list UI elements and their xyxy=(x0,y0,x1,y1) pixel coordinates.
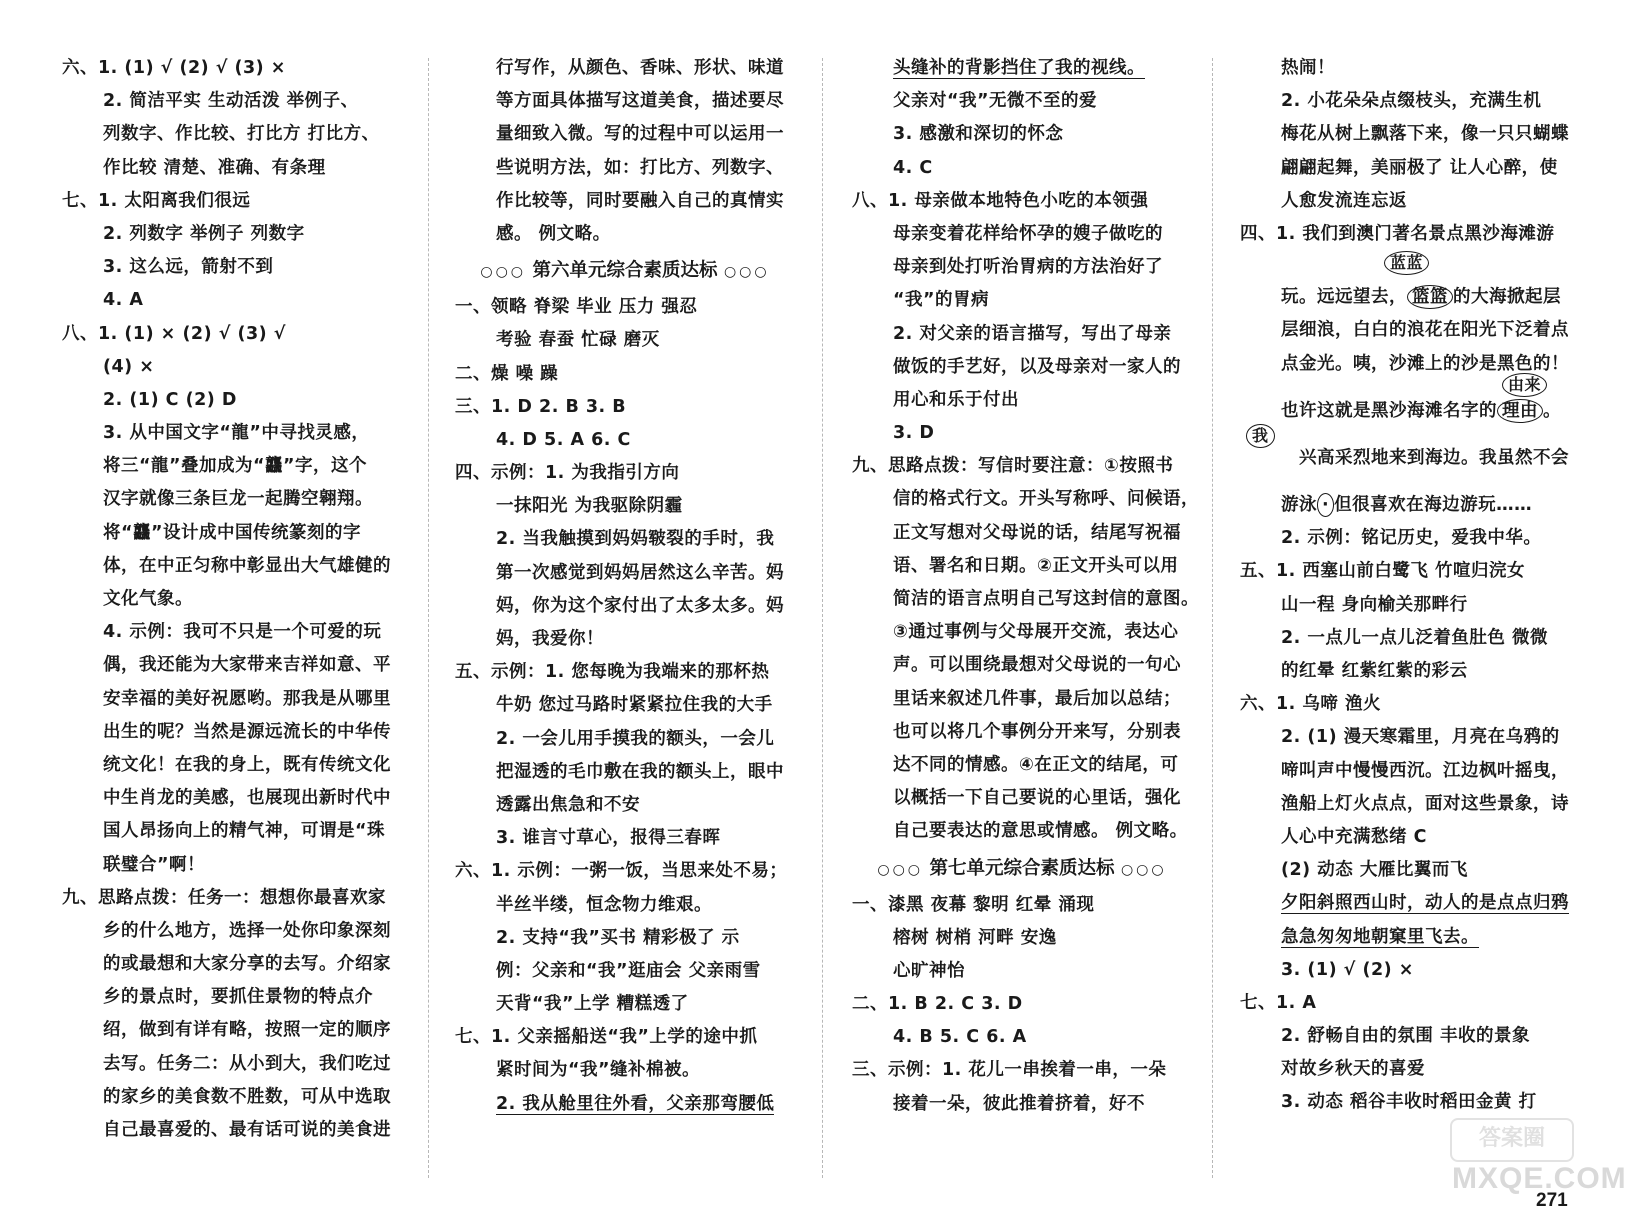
answer-line-text: 作比较 清楚、准确、有条理 xyxy=(103,157,326,178)
answer-line xyxy=(1240,185,1570,218)
answer-line-text: 对故乡秋天的喜爱 xyxy=(1281,1059,1425,1080)
answer-line-text: 一、漆黑 夜幕 黎明 红晕 涌现 xyxy=(852,894,1095,915)
answer-line xyxy=(455,922,795,955)
answer-line xyxy=(455,955,795,988)
answer-line-text: 考验 春蚕 忙碌 磨灭 xyxy=(496,330,660,351)
answer-line-text: 3. 谁言寸草心，报得三春晖 xyxy=(496,828,721,849)
answer-line-text: 文化气象。 xyxy=(103,589,193,609)
answer-line xyxy=(62,649,402,682)
answer-line-text: 等方面具体描写这道美食，描述要尽 xyxy=(496,91,784,112)
answer-line-text: “我”的胃病 xyxy=(893,290,990,311)
answer-line xyxy=(62,782,402,815)
answer-line xyxy=(62,1048,402,1081)
answer-line-text: 4. C xyxy=(893,157,933,178)
answer-line xyxy=(455,590,795,623)
answer-line-text: 透露出焦急和不安 xyxy=(496,794,640,815)
answer-line-text: 层细浪，白白的浪花在阳光下泛着点 xyxy=(1281,320,1569,341)
answer-line xyxy=(1240,921,1570,954)
answer-line-text: 天背“我”上学 糟糕透了 xyxy=(496,994,689,1015)
answer-line-text: 三、示例：1. 花儿一串挨着一串，一朵 xyxy=(852,1060,1167,1081)
answer-line xyxy=(455,889,795,922)
unit7-answers-part-b xyxy=(1240,314,1570,380)
answer-line-text: 把湿透的毛巾敷在我的额头上，眼中 xyxy=(496,761,784,782)
answer-line-text: 2. 列数字 举例子 列数字 xyxy=(103,223,305,244)
answer-line xyxy=(62,915,402,948)
page-number: 271 xyxy=(1536,1190,1568,1211)
answer-line-text: 八、1. (1) × (2) √ (3) √ xyxy=(62,323,286,344)
answer-line xyxy=(62,749,402,782)
answer-line xyxy=(62,417,402,450)
answer-line xyxy=(1240,1086,1570,1119)
answer-line-text: 2. 对父亲的语言描写，写出了母亲 xyxy=(893,323,1172,344)
answer-line-text: 乡的景点时，要抓住景物的特点介 xyxy=(103,987,373,1008)
answer-line xyxy=(852,185,1192,218)
answer-line xyxy=(1240,118,1570,151)
answer-line-text: 牛奶 您过马路时紧紧拉住我的大手 xyxy=(496,695,773,716)
watermark-text: MXQE.COM xyxy=(1452,1162,1627,1195)
answer-line-text: 人心中充满愁绪 C xyxy=(1281,826,1427,847)
answer-line xyxy=(455,358,795,391)
correction-mark: 由来 xyxy=(1502,373,1547,397)
answer-line xyxy=(62,981,402,1014)
answer-line-text: 3. 从中国文字“龍”中寻找灵感， xyxy=(103,423,370,444)
answer-line-text: 2. 简洁平实 生动活泼 举例子、 xyxy=(103,91,359,112)
answer-line-text: 达不同的情感。④在正文的结尾，可 xyxy=(893,754,1179,775)
answer-line xyxy=(62,52,402,85)
circled-error: 理由 xyxy=(1497,399,1543,423)
answer-line xyxy=(62,85,402,118)
answer-line xyxy=(455,723,795,756)
answer-line xyxy=(62,384,402,417)
answer-line-text: 妈，你为这个家付出了太多太多。妈 xyxy=(496,595,784,616)
answer-line xyxy=(62,351,402,384)
answer-line-text: 2. 支持“我”买书 精彩极了 示 xyxy=(496,927,740,948)
answer-line-text: 人愈发流连忘返 xyxy=(1281,190,1407,211)
unit7-answers-part-a xyxy=(1240,52,1570,251)
answer-line-text: 偶，我还能为大家带来吉祥如意、平 xyxy=(103,655,391,676)
answer-line xyxy=(455,52,795,85)
answer-line xyxy=(455,218,795,251)
answer-line xyxy=(455,988,795,1021)
answer-line-text: 乡的什么地方，选择一处你印象深刻 xyxy=(103,920,391,941)
answer-line-text: 统文化！在我的身上，既有传统文化 xyxy=(103,754,391,775)
proofread-line-2: 由来 也许这就是黑沙海滩名字的 理由 。 xyxy=(1281,374,1561,421)
answer-line-text: 二、1. B 2. C 3. D xyxy=(852,994,1023,1015)
answer-line xyxy=(62,1114,402,1147)
answer-line xyxy=(455,490,795,523)
watermark-logo: 答案圈 xyxy=(1450,1118,1574,1162)
answer-line-text: 第一次感觉到妈妈居然这么辛苦。妈 xyxy=(496,562,784,583)
answer-line xyxy=(455,756,795,789)
answer-line-text: 点金光。咦，沙滩上的沙是黑色的！ xyxy=(1281,353,1569,374)
answer-line xyxy=(455,118,795,151)
answer-line xyxy=(852,1088,1192,1121)
answer-line xyxy=(852,85,1192,118)
answer-line xyxy=(852,52,1192,85)
answer-line-text: 绍，做到有详有略，按照一定的顺序 xyxy=(103,1020,391,1041)
answer-line-text: 的红晕 红紫红紫的彩云 xyxy=(1281,661,1468,681)
answer-line-text: 作比较等，同时要融入自己的真情实 xyxy=(496,190,784,211)
answer-line xyxy=(852,450,1192,483)
unit6-heading-text: 第六单元综合素质达标 xyxy=(532,260,718,282)
answer-line-text: 自己要表达的意思或情感。 例文略。 xyxy=(893,821,1188,842)
answer-line xyxy=(62,185,402,218)
circled-punctuation: · xyxy=(1317,493,1334,517)
answer-line xyxy=(852,616,1192,649)
answer-line-text: 山一程 身向榆关那畔行 xyxy=(1281,594,1468,615)
answer-line-text: 九、思路点拨：任务一：想想你最喜欢家 xyxy=(62,887,386,908)
answer-line xyxy=(1240,152,1570,185)
unit6-answers-continued xyxy=(852,52,1199,849)
answer-line xyxy=(62,118,402,151)
answer-line-text: 做饭的手艺好，以及母亲对一家人的 xyxy=(893,356,1181,377)
answer-line-text: 3. 动态 稻谷丰收时稻田金黄 打 xyxy=(1281,1092,1537,1113)
answer-line xyxy=(852,483,1199,516)
answer-line-text: 2. 当我触摸到妈妈皲裂的手时，我 xyxy=(496,529,775,550)
answer-line xyxy=(852,1054,1192,1087)
answer-line xyxy=(1240,1053,1570,1086)
column-divider xyxy=(822,58,823,1178)
answer-line xyxy=(455,855,795,888)
answer-line-text: 九、思路点拨：写信时要注意：①按照书 xyxy=(852,456,1174,477)
answer-line xyxy=(62,284,402,317)
answer-line xyxy=(455,391,795,424)
answer-line xyxy=(1240,589,1570,622)
answer-line-text: (4) × xyxy=(103,356,155,377)
answer-line-text: 正文写想对父母说的话，结尾写祝福 xyxy=(893,522,1181,543)
answer-line xyxy=(455,1088,795,1121)
answer-line xyxy=(62,152,402,185)
answer-line-text: 信的格式行文。开头写称呼、问候语， xyxy=(893,489,1199,510)
answer-line xyxy=(455,789,795,822)
answer-line xyxy=(455,85,795,118)
answer-line-text: 4. 示例：我可不只是一个可爱的玩 xyxy=(103,622,382,643)
proofread-line-3: 我 兴高采烈地来到海边。我虽然不会 xyxy=(1240,442,1570,475)
answer-line-text: 行写作，从颜色、香味、形状、味道 xyxy=(496,58,784,78)
answer-line xyxy=(852,782,1192,815)
answer-line xyxy=(1240,788,1570,821)
answer-line xyxy=(455,689,795,722)
answer-line-text: 母亲到处打听治胃病的方法治好了 xyxy=(893,257,1163,278)
answer-column-1 xyxy=(62,52,402,1147)
answer-line xyxy=(62,483,402,516)
answer-line xyxy=(62,251,402,284)
answer-line-text: 一、领略 脊梁 毕业 压力 强忍 xyxy=(455,297,698,318)
answer-line xyxy=(852,1021,1192,1054)
answer-line xyxy=(455,324,795,357)
unit6-heading: ○○○ 第六单元综合素质达标 ○○○ xyxy=(480,260,770,282)
answer-line xyxy=(62,815,402,848)
answer-line-text: 中生肖龙的美感，也展现出新时代中 xyxy=(103,788,391,809)
answer-line-text: 体，在中正匀称中彰显出大气雄健的 xyxy=(103,555,391,576)
answer-line-text: 出生的呢？当然是源远流长的中华传 xyxy=(103,721,391,742)
answer-line-text: 量细致入微。写的过程中可以运用一 xyxy=(496,124,784,145)
answer-line xyxy=(852,118,1192,151)
answer-line-text: 紧时间为“我”缝补棉被。 xyxy=(496,1060,701,1081)
proofread-line-4: 游泳 · 但很喜欢在海边游玩…… xyxy=(1281,495,1533,516)
answer-line-text: 国人昂扬向上的精气神，可谓是“珠 xyxy=(103,821,386,842)
answer-line xyxy=(1240,1020,1570,1053)
answer-line xyxy=(62,550,402,583)
unit5-writing-continuation xyxy=(455,52,795,251)
unit7-heading: ○○○ 第七单元综合素质达标 ○○○ xyxy=(877,857,1167,879)
answer-line-text: 用心和乐于付出 xyxy=(893,389,1019,410)
answer-line-text: 2. 小花朵朵点缀枝头，充满生机 xyxy=(1281,91,1542,112)
answer-line xyxy=(62,683,402,716)
answer-line xyxy=(1240,987,1570,1020)
answer-line xyxy=(455,822,795,855)
answer-line-text: 夕阳斜照西山时，动人的是点点归鸦 xyxy=(1281,893,1569,914)
answer-line xyxy=(1240,85,1570,118)
answer-line-text: 三、1. D 2. B 3. B xyxy=(455,396,627,417)
unit6-answers xyxy=(455,291,795,1121)
answer-line xyxy=(1240,655,1570,688)
answer-line xyxy=(852,815,1192,848)
answer-line-text: 3. (1) √ (2) × xyxy=(1281,959,1414,980)
answer-line xyxy=(852,889,1192,922)
answer-line xyxy=(852,683,1192,716)
answer-line xyxy=(852,649,1192,682)
answer-line-text: 以概括一下自己要说的心里话，强化 xyxy=(893,788,1181,809)
answer-line xyxy=(852,351,1192,384)
answer-line xyxy=(852,384,1192,417)
answer-line-text: 头缝补的背影挡住了我的视线。 xyxy=(893,58,1145,78)
answer-line xyxy=(1240,314,1570,347)
answer-line-text: 里话来叙述几件事，最后加以总结； xyxy=(893,688,1181,709)
answer-line xyxy=(62,218,402,251)
answer-line xyxy=(455,523,795,556)
answer-line-text: 2. (1) C (2) D xyxy=(103,389,237,410)
unit7-heading-text: 第七单元综合素质达标 xyxy=(929,857,1115,879)
answer-line xyxy=(852,583,1199,616)
answer-line xyxy=(62,716,402,749)
answer-line-text: 五、示例：1. 您每晚为我端来的那杯热 xyxy=(455,662,770,683)
correction-mark: 蓝蓝 xyxy=(1384,251,1429,275)
answer-line xyxy=(455,424,795,457)
answer-line-text: 语、署名和日期。②正文开头可以用 xyxy=(893,555,1179,576)
answer-line xyxy=(455,185,795,218)
answer-line xyxy=(62,616,402,649)
answer-line-text: 也可以将几个事例分开来写，分别表 xyxy=(893,721,1181,742)
answer-line xyxy=(1240,522,1570,555)
answer-line xyxy=(62,849,402,882)
answer-line-text: 榕树 树梢 河畔 安逸 xyxy=(893,927,1057,948)
answer-line-text: 2. 一点儿一点儿泛着鱼肚色 微微 xyxy=(1281,627,1549,648)
answer-line xyxy=(455,291,795,324)
answer-line-text: 热闹！ xyxy=(1281,58,1335,78)
circled-error: 篮篮 xyxy=(1407,285,1453,309)
answer-line-text: 六、1. 示例：一粥一饭，当思来处不易； xyxy=(455,861,788,882)
answer-line xyxy=(455,557,795,590)
answer-line-text: 母亲变着花样给怀孕的嫂子做吃的 xyxy=(893,223,1163,244)
answer-line-text: 些说明方法，如：打比方、列数字、 xyxy=(496,157,784,178)
answer-line xyxy=(1240,52,1570,85)
answer-line-text: 自己最喜爱的、最有话可说的美食进 xyxy=(103,1120,391,1140)
answer-line xyxy=(1240,688,1570,721)
answer-line xyxy=(62,450,402,483)
answer-line-text: 梅花从树上飘落下来，像一只只蝴蝶 xyxy=(1281,124,1569,145)
answer-line-text: 渔船上灯火点点，面对这些景象，诗 xyxy=(1281,793,1569,814)
answer-line-text: 半丝半缕，恒念物力维艰。 xyxy=(496,894,712,915)
answer-line-text: 七、1. 太阳离我们很远 xyxy=(62,190,251,211)
answer-line xyxy=(455,623,795,656)
answer-line-text: 3. D xyxy=(893,423,935,444)
answer-line-text: 简洁的语言点明自己写这封信的意图。 xyxy=(893,589,1199,609)
answer-line xyxy=(455,656,795,689)
answer-line-text: 八、1. 母亲做本地特色小吃的本领强 xyxy=(852,190,1149,211)
answer-line xyxy=(1240,721,1570,754)
column-divider xyxy=(1212,58,1213,1178)
answer-line-text: 的家乡的美食数不胜数，可从中选取 xyxy=(103,1086,391,1107)
answer-line xyxy=(852,152,1192,185)
answer-line-text: 将“龘”设计成中国传统篆刻的字 xyxy=(103,522,362,543)
answer-line-text: 四、1. 我们到澳门著名景点黑沙海滩游 xyxy=(1240,223,1555,244)
answer-line xyxy=(852,749,1192,782)
answer-line-text: 4. D 5. A 6. C xyxy=(496,429,631,450)
answer-line-text: 安幸福的美好祝愿哟。那我是从哪里 xyxy=(103,688,391,709)
answer-line xyxy=(62,583,402,616)
answer-line-text: 六、1. (1) √ (2) √ (3) × xyxy=(62,58,286,78)
answer-line-text: 七、1. 父亲摇船送“我”上学的途中抓 xyxy=(455,1027,758,1048)
unit7-answers xyxy=(852,889,1192,1121)
answer-line xyxy=(852,517,1192,550)
answer-line-text: 4. A xyxy=(103,290,144,311)
answer-line xyxy=(455,1021,795,1054)
answer-line xyxy=(852,251,1192,284)
answer-line xyxy=(62,1081,402,1114)
answer-line xyxy=(852,218,1192,251)
answer-line-text: 啼叫声中慢慢西沉。江边枫叶摇曳， xyxy=(1281,760,1569,781)
answer-line-text: 例：父亲和“我”逛庙会 父亲雨雪 xyxy=(496,960,761,981)
proofread-line-1: 蓝蓝 玩。远远望去， 篮篮 的大海掀起层 xyxy=(1281,253,1561,308)
answer-line xyxy=(62,517,402,550)
answer-line xyxy=(852,550,1192,583)
answer-line-text: 汉字就像三条巨龙一起腾空翱翔。 xyxy=(103,489,373,510)
answer-line-text: 2. 舒畅自由的氛围 丰收的景象 xyxy=(1281,1026,1531,1047)
answer-line xyxy=(1240,821,1570,854)
answer-line-text: 急急匆匆地朝窠里飞去。 xyxy=(1281,926,1479,947)
answer-line-text: 父亲对“我”无微不至的爱 xyxy=(893,91,1098,112)
answer-line-text: 翩翩起舞，美丽极了 让人心醉，使 xyxy=(1281,157,1558,178)
answer-line xyxy=(1240,755,1570,788)
answer-line xyxy=(852,417,1192,450)
answer-line-text: 六、1. 乌啼 渔火 xyxy=(1240,694,1382,715)
answer-line xyxy=(852,955,1192,988)
unit7-answers-part-c xyxy=(1240,522,1570,1119)
answer-column-2 xyxy=(455,52,795,1121)
answer-line xyxy=(455,457,795,490)
answer-line xyxy=(852,318,1192,351)
answer-line xyxy=(1240,218,1570,251)
column-divider xyxy=(428,58,429,1178)
answer-line xyxy=(1240,622,1570,655)
answer-line-text: 去写。任务二：从小到大，我们吃过 xyxy=(103,1053,391,1074)
answer-line xyxy=(852,284,1192,317)
answer-line xyxy=(1240,887,1570,920)
answer-line xyxy=(1240,555,1570,588)
answer-line-text: 五、1. 西塞山前白鹭飞 竹喧归浣女 xyxy=(1240,561,1526,582)
answer-line xyxy=(852,922,1192,955)
answer-line-text: 2. (1) 漫天寒霜里，月亮在乌鸦的 xyxy=(1281,727,1560,748)
answer-line-text: 二、燥 噪 躁 xyxy=(455,363,559,384)
answer-line-text: 2. 我从舱里往外看，父亲那弯腰低 xyxy=(496,1093,775,1114)
answer-line-text: 2. 一会儿用手摸我的额头，一会儿 xyxy=(496,728,775,749)
answer-line xyxy=(455,152,795,185)
answer-line-text: 4. B 5. C 6. A xyxy=(893,1027,1027,1048)
answer-line-text: 3. 感激和深切的怀念 xyxy=(893,124,1064,145)
answer-line-text: (2) 动态 大雁比翼而飞 xyxy=(1281,860,1468,881)
answer-line-text: 将三“龍”叠加成为“龘”字，这个 xyxy=(103,456,368,477)
answer-column-3 xyxy=(852,52,1199,1121)
answer-line xyxy=(62,1014,402,1047)
correction-mark: 我 xyxy=(1246,424,1275,448)
answer-line-text: 的或最想和大家分享的去写。介绍家 xyxy=(103,954,391,975)
answer-line-text: 七、1. A xyxy=(1240,992,1317,1013)
answer-line xyxy=(1240,854,1570,887)
answer-line xyxy=(62,948,402,981)
answer-line-text: 声。可以围绕最想对父母说的一句心 xyxy=(893,655,1181,676)
answer-line-text: 3. 这么远，箭射不到 xyxy=(103,257,274,278)
answer-line-text: 四、示例：1. 为我指引方向 xyxy=(455,463,680,484)
answer-column-4 xyxy=(1240,52,1570,1120)
answer-line-text: 心旷神怡 xyxy=(893,960,965,981)
answer-line-text: 妈，我爱你！ xyxy=(496,629,604,649)
answer-line xyxy=(852,988,1192,1021)
answer-line xyxy=(62,318,402,351)
answer-line-text: ③通过事例与父母展开交流，表达心 xyxy=(893,622,1179,643)
answer-line-text: 一抹阳光 为我驱除阴霾 xyxy=(496,496,683,517)
answer-line xyxy=(62,882,402,915)
answer-line-text: 联璧合”啊！ xyxy=(103,854,206,875)
answer-line xyxy=(455,1054,795,1087)
answer-line-text: 感。 例文略。 xyxy=(496,223,611,244)
answer-line-text: 2. 示例：铭记历史，爱我中华。 xyxy=(1281,528,1542,549)
answer-line-text: 列数字、作比较、打比方 打比方、 xyxy=(103,124,380,145)
answer-line-text: 接着一朵，彼此推着挤着，好不 xyxy=(893,1093,1145,1114)
answer-line xyxy=(1240,954,1570,987)
answer-line xyxy=(852,716,1192,749)
